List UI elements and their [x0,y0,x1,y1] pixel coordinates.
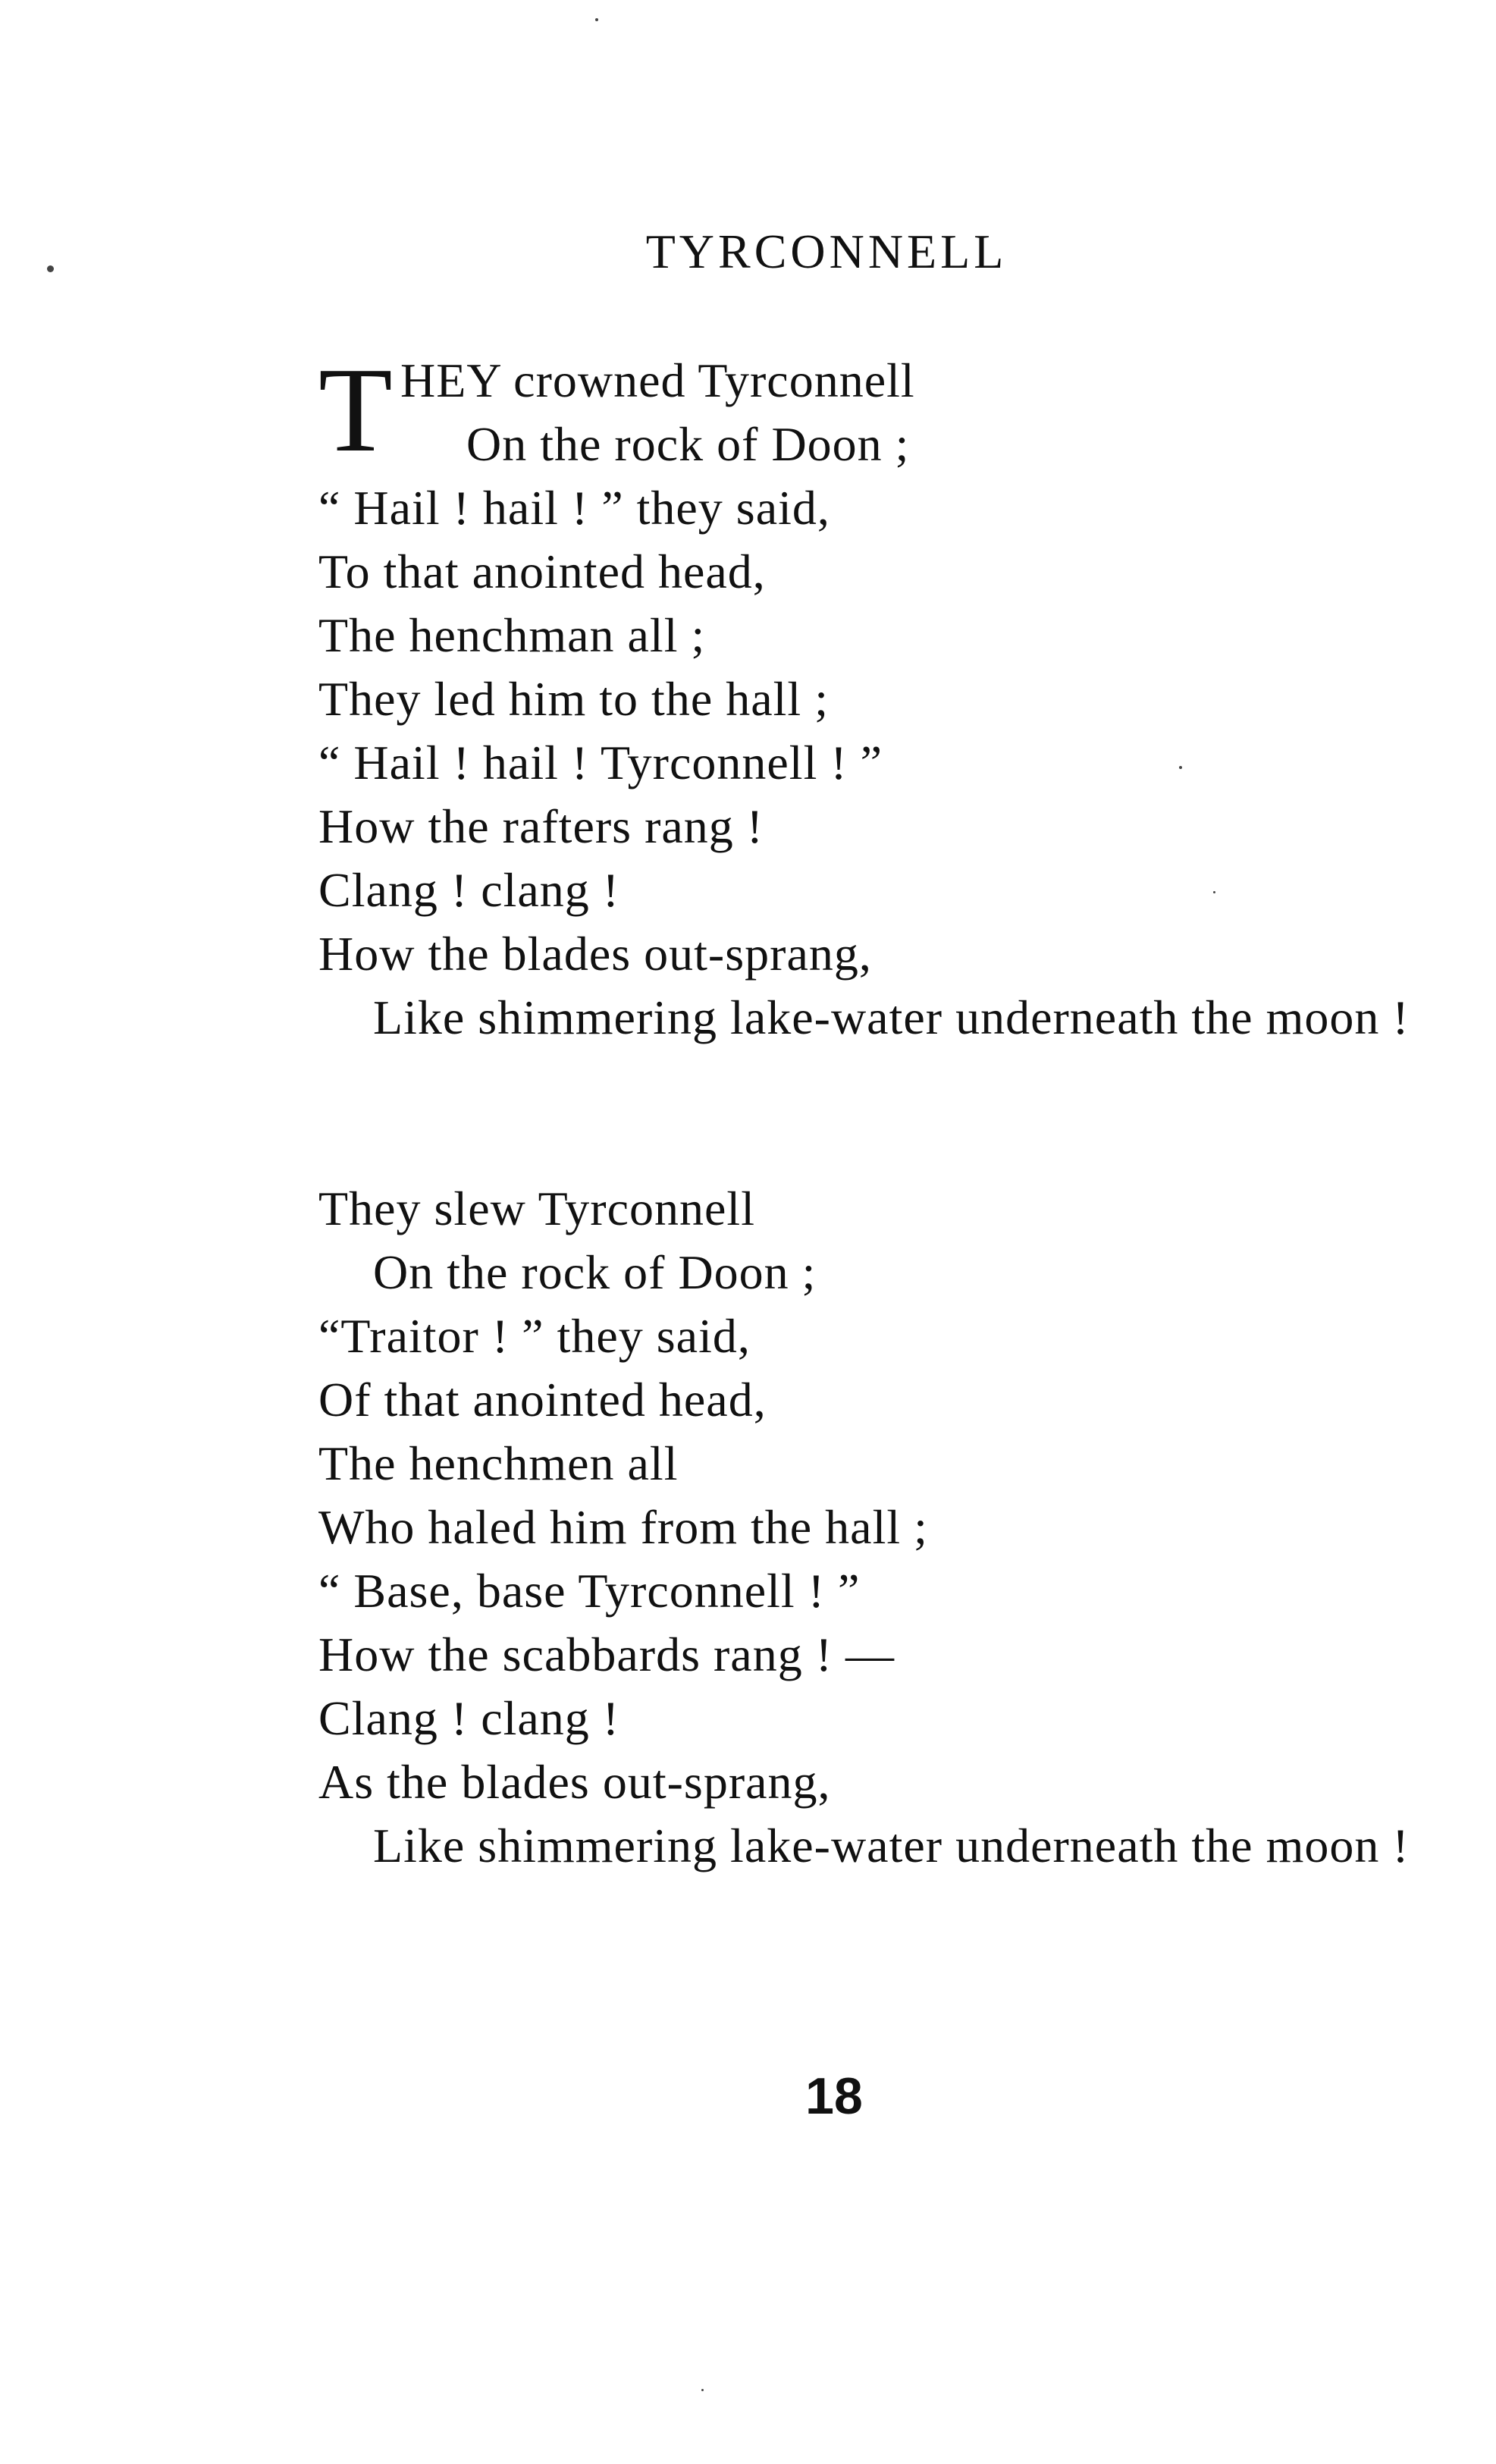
poem-line: They led him to the hall ; [318,672,829,726]
poem-line: How the blades out-sprang, [318,927,872,981]
poem-line: Like shimmering lake-water underneath the moon ! [373,990,1410,1044]
poem-line: On the rock of Doon ; [373,1245,817,1299]
poem-line: “ Base, base Tyrconnell ! ” [318,1564,861,1618]
stanza-2 [318,1177,1410,1878]
poem-line: Like shimmering lake-water underneath the moon ! [373,1819,1410,1872]
ink-speck [701,2389,704,2391]
poem-body [318,342,1410,1878]
poem-line: Clang ! clang ! [318,1691,620,1745]
poem-line: “ Hail ! hail ! Tyrconnell ! ” [318,736,883,789]
poem-line: HEY crowned Tyrconnell [400,353,915,407]
poem-line: As the blades out-sprang, [318,1755,831,1809]
poem-line: The henchman all ; [318,608,706,662]
poem-line: How the rafters rang ! [318,799,764,853]
poem-line: The henchmen all [318,1436,679,1490]
poem-line: Of that anointed head, [318,1373,767,1427]
page-number: 18 [805,2067,863,2125]
ink-speck [595,18,598,21]
poem-line: They slew Tyrconnell [318,1182,755,1235]
poem-line: Clang ! clang ! [318,863,620,917]
poem-line: To that anointed head, [318,545,766,598]
drop-cap: T [318,342,394,477]
stanza-break [318,1050,1410,1177]
stanza-1 [318,342,1410,1050]
poem-line: Who haled him from the hall ; [318,1500,928,1554]
poem-line: On the rock of Doon ; [466,417,910,471]
poem-line: How the scabbards rang ! — [318,1627,895,1681]
poem-line: “Traitor ! ” they said, [318,1309,751,1363]
poem-title: TYRCONNELL [645,224,1008,278]
poem-line: “ Hail ! hail ! ” they said, [318,481,830,535]
